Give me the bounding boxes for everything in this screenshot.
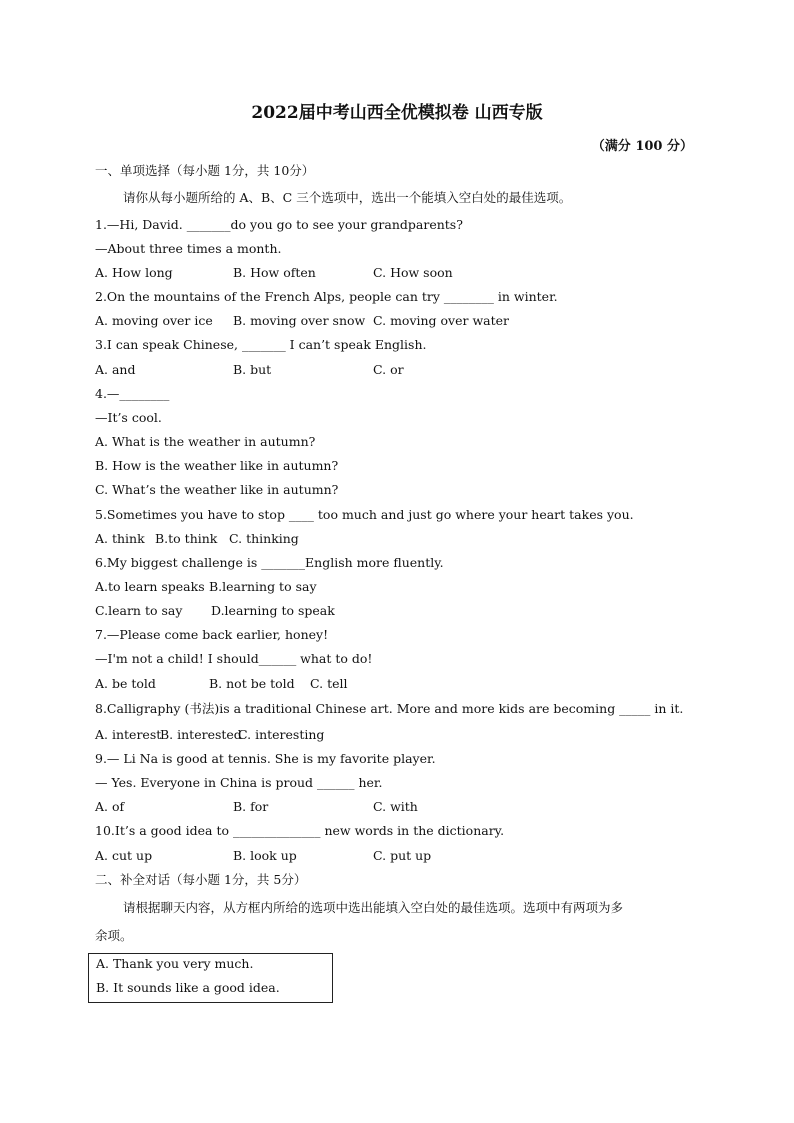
q5-option-a: A. think bbox=[95, 531, 145, 546]
q2-option-a: A. moving over ice bbox=[95, 313, 213, 328]
q9-option-b: B. for bbox=[233, 799, 269, 814]
q5-option-b: B.to think bbox=[155, 531, 218, 546]
q9-stem: 9.— Li Na is good at tennis. She is my favorite player. bbox=[95, 751, 436, 766]
q7-option-c: C. tell bbox=[310, 676, 348, 691]
q4-option-c: C. What’s the weather like in autumn? bbox=[95, 482, 339, 497]
q4-option-a: A. What is the weather in autumn? bbox=[95, 434, 316, 449]
section2-instruction: 请根据聊天内容，从方框内所给的选项中选出能填入空白处的最佳选项。选项中有两项为多 bbox=[123, 900, 624, 915]
q3-option-b: B. but bbox=[233, 362, 272, 377]
section2-instruction-cont: 余项。 bbox=[95, 928, 133, 943]
q10-option-c: C. put up bbox=[373, 848, 432, 863]
q8-option-b: B. interested bbox=[160, 727, 242, 742]
q6-option-d: D.learning to speak bbox=[211, 603, 335, 618]
q9-option-a: A. of bbox=[95, 799, 125, 814]
q6-option-b: B.learning to say bbox=[209, 579, 317, 594]
q1-stem: 1.—Hi, David. _______do you go to see your grandparents? bbox=[95, 217, 463, 232]
q9-stem2: — Yes. Everyone in China is proud ______ her. bbox=[95, 775, 383, 790]
q10-stem: 10.It’s a good idea to ______________ new words in the dictionary. bbox=[95, 823, 505, 838]
q4-option-b: B. How is the weather like in autumn? bbox=[95, 458, 339, 473]
q1-stem2: —About three times a month. bbox=[95, 241, 282, 256]
box-option-b: B. It sounds like a good idea. bbox=[96, 980, 280, 995]
q3-option-a: A. and bbox=[95, 362, 136, 377]
q1-option-b: B. How often bbox=[233, 265, 316, 280]
q7-stem2: —I'm not a child! I should______ what to do! bbox=[95, 651, 373, 666]
q5-stem: 5.Sometimes you have to stop ____ too much and just go where your heart takes you. bbox=[95, 507, 634, 522]
q4-stem2: —It’s cool. bbox=[95, 410, 162, 425]
section2-heading: 二、补全对话（每小题 1分，共 5分） bbox=[95, 872, 307, 887]
q2-stem: 2.On the mountains of the French Alps, people can try ________ in winter. bbox=[95, 289, 558, 304]
section1-heading: 一、单项选择（每小题 1分，共 10分） bbox=[95, 163, 315, 178]
q5-option-c: C. thinking bbox=[229, 531, 299, 546]
q3-option-c: C. or bbox=[373, 362, 404, 377]
q8-option-c: C. interesting bbox=[238, 727, 325, 742]
q7-stem: 7.—Please come back earlier, honey! bbox=[95, 627, 329, 642]
q4-stem: 4.—________ bbox=[95, 386, 170, 401]
q7-option-a: A. be told bbox=[95, 676, 156, 691]
q1-option-a: A. How long bbox=[95, 265, 173, 280]
section1-instruction: 请你从每小题所给的 A、B、C 三个选项中，选出一个能填入空白处的最佳选项。 bbox=[123, 190, 572, 205]
q2-option-b: B. moving over snow bbox=[233, 313, 366, 328]
q8-stem: 8.Calligraphy (书法)is a traditional Chinese art. More and more kids are becoming _____ in it. bbox=[95, 701, 684, 716]
q3-stem: 3.I can speak Chinese, _______ I can’t speak English. bbox=[95, 337, 427, 352]
q8-option-a: A. interest bbox=[95, 727, 162, 742]
box-option-a: A. Thank you very much. bbox=[96, 956, 254, 971]
q10-option-a: A. cut up bbox=[95, 848, 153, 863]
q6-stem: 6.My biggest challenge is _______English more fluently. bbox=[95, 555, 444, 570]
full-score: （满分 100 分） bbox=[591, 139, 693, 154]
q2-option-c: C. moving over water bbox=[373, 313, 510, 328]
page-title: 2022届中考山西全优模拟卷 山西专版 bbox=[251, 103, 543, 123]
q6-option-a: A.to learn speaks bbox=[95, 579, 205, 594]
q9-option-c: C. with bbox=[373, 799, 418, 814]
q1-option-c: C. How soon bbox=[373, 265, 453, 280]
q10-option-b: B. look up bbox=[233, 848, 297, 863]
q7-option-b: B. not be told bbox=[209, 676, 295, 691]
options-box bbox=[88, 953, 333, 1003]
q6-option-c: C.learn to say bbox=[95, 603, 183, 618]
